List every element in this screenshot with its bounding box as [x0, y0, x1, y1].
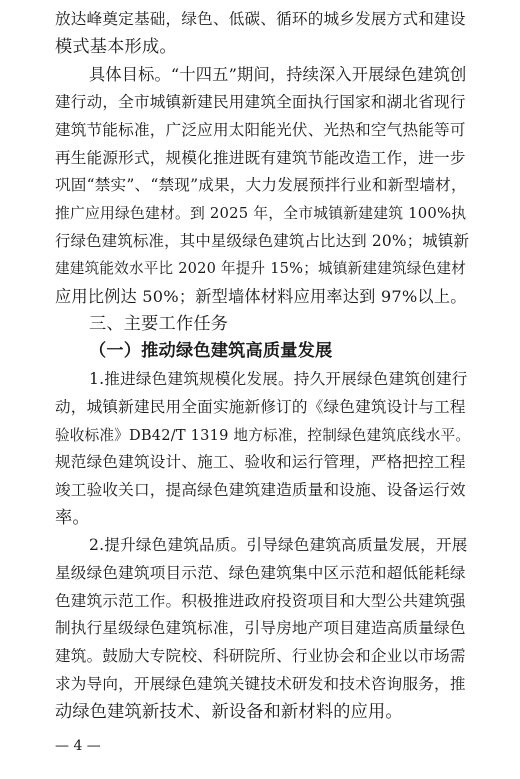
page-number: — 4 —: [55, 738, 101, 754]
subsection-heading: （一）推动绿色建筑高质量发展: [89, 341, 333, 362]
body-text-line: 求为导向，开展绿色建筑关键技术研发和技术咨询服务，推: [55, 674, 466, 693]
paragraph-start-line: 2.提升绿色建筑品质。引导绿色建筑高质量发展，开展: [89, 536, 468, 555]
body-text-line: 建行动，全市城镇新建民用建筑全面执行国家和湖北省现行: [55, 93, 466, 112]
body-text-line: 行绿色建筑标准，其中星级绿色建筑占比达到 20%；城镇新: [55, 231, 470, 250]
body-text-line: 建筑。鼓励大专院校、科研院所、行业协会和企业以市场需: [55, 647, 466, 666]
body-text-line: 再生能源形式，规模化推进既有建筑节能改造工作，进一步: [55, 148, 466, 167]
body-text-line: 建建筑能效水平比 2020 年提升 15%；城镇新建建筑绿色建材: [55, 260, 466, 278]
body-text-line: 规范绿色建筑设计、施工、验收和运行管理，严格把控工程: [55, 453, 466, 472]
body-text-line: 验收标准》DB42/T 1319 地方标准，控制绿色建筑底线水平。: [55, 426, 471, 444]
body-text-line: 率。: [55, 507, 90, 528]
body-text-line: 巩固“禁实”、“禁现”成果，大力发展预拌行业和新型墙材，: [55, 176, 467, 195]
body-text-line: 推广应用绿色建材。到 2025 年，全市城镇新建建筑 100%执: [55, 204, 467, 222]
body-text-line: 动绿色建筑新技术、新设备和新材料的应用。: [55, 701, 403, 722]
body-text-line: 制执行星级绿色建筑标准，引导房地产项目建造高质量绿色: [55, 619, 466, 638]
section-heading: 三、主要工作任务: [89, 313, 229, 334]
body-text-line: 放达峰奠定基础，绿色、低碳、循环的城乡发展方式和建设: [55, 10, 466, 28]
body-text-line: 色建筑示范工作。积极推进政府投资项目和大型公共建筑强: [55, 591, 466, 610]
body-text-line: 应用比例达 50%；新型墙体材料应用率达到 97%以上。: [55, 287, 467, 306]
body-text-line: 动，城镇新建民用全面实施新修订的《绿色建筑设计与工程: [55, 397, 466, 416]
body-text-line: 模式基本形成。: [55, 36, 177, 57]
body-text-line: 竣工验收关口，提高绿色建筑建造质量和设施、设备运行效: [55, 480, 466, 499]
paragraph-start-line: 具体目标。“十四五”期间，持续深入开展绿色建筑创: [89, 65, 467, 85]
body-text-line: 建筑节能标准，广泛应用太阳能光伏、光热和空气热能等可: [55, 120, 466, 139]
body-text-line: 星级绿色建筑项目示范、绿色建筑集中区示范和超低能耗绿: [55, 564, 466, 582]
paragraph-start-line: 1.推进绿色建筑规模化发展。持久开展绿色建筑创建行: [89, 370, 468, 389]
